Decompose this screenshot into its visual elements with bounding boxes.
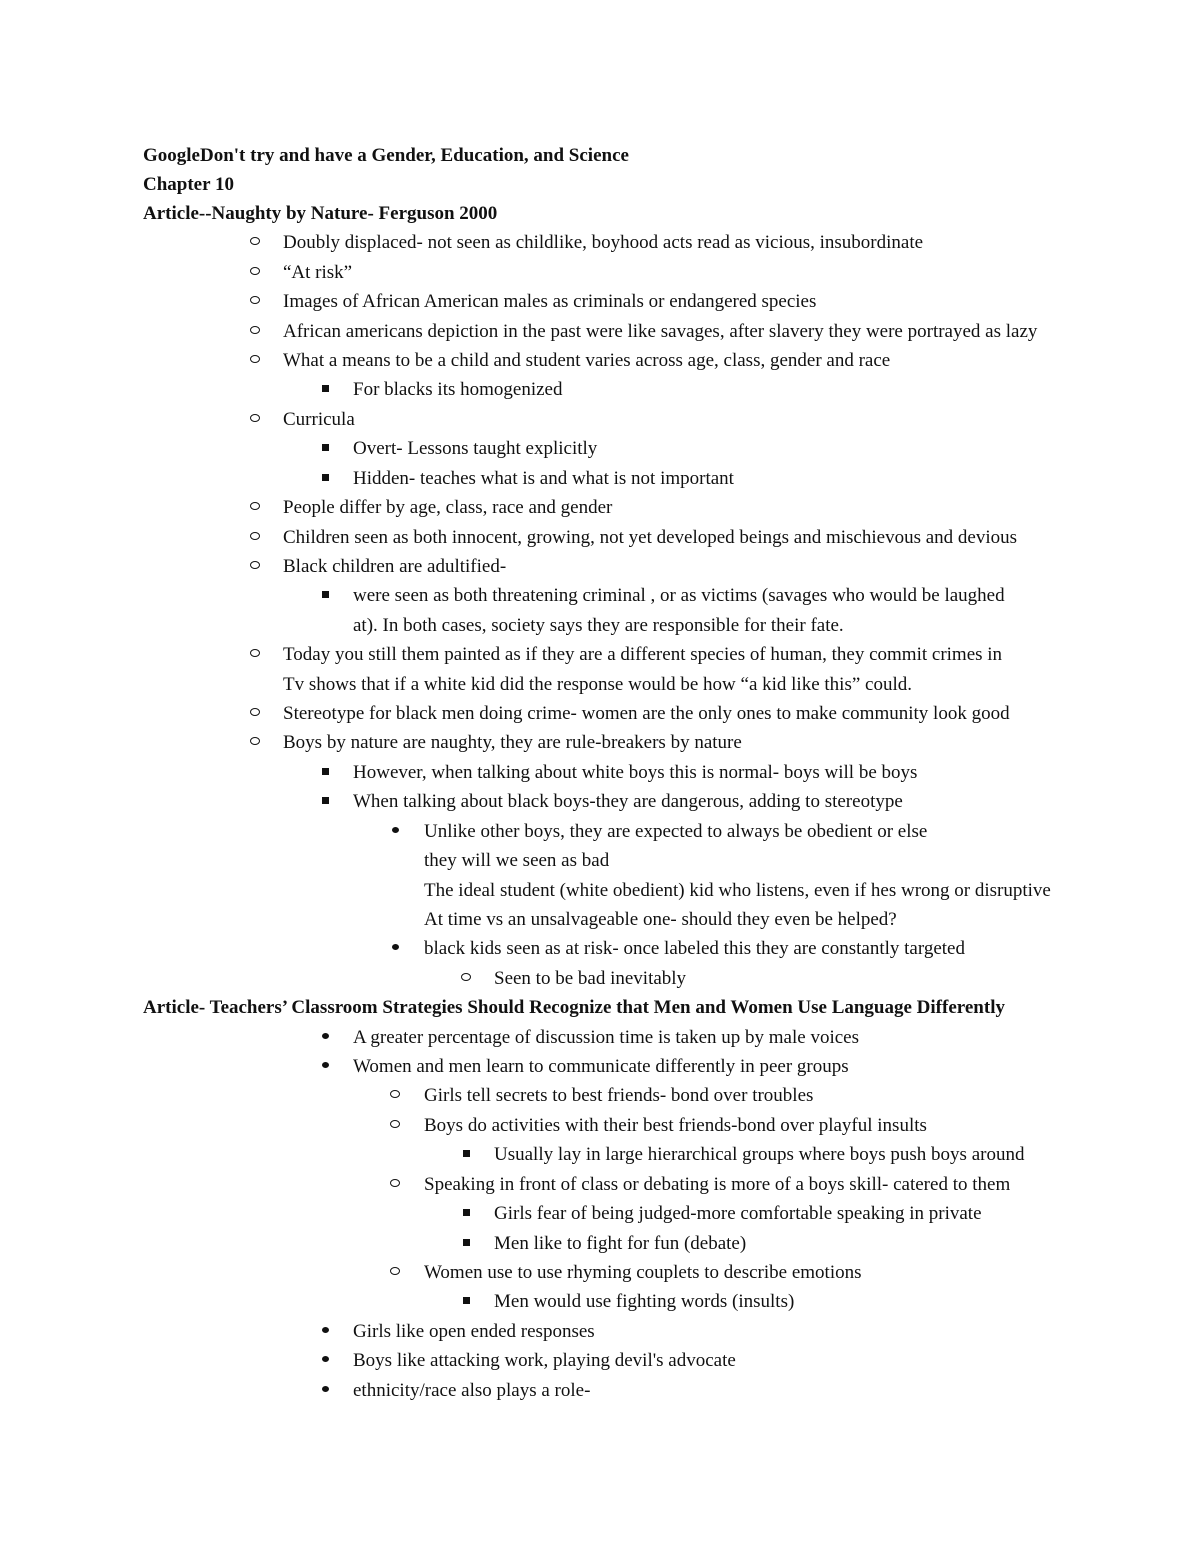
list-item: Girls like open ended responses — [353, 1321, 595, 1342]
circle-bullet-icon — [456, 967, 476, 991]
list-item: Boys by nature are naughty, they are rule-breakers by nature — [283, 732, 742, 753]
circle-bullet-icon — [245, 349, 265, 373]
circle-bullet-icon — [385, 1261, 405, 1285]
circle-bullet-icon — [245, 731, 265, 755]
circle-bullet-icon — [245, 290, 265, 314]
chapter-heading: Chapter 10 — [143, 174, 234, 195]
square-bullet-icon — [315, 584, 335, 608]
circle-bullet-icon — [245, 320, 265, 344]
circle-bullet-icon — [385, 1114, 405, 1138]
document-title: GoogleDon't try and have a Gender, Education, and Science — [143, 145, 629, 166]
square-bullet-icon — [315, 378, 335, 402]
disc-bullet-icon — [315, 1026, 335, 1050]
circle-bullet-icon — [245, 702, 265, 726]
list-item: Women and men learn to communicate differently in peer groups — [353, 1056, 849, 1077]
list-item: Boys like attacking work, playing devil's advocate — [353, 1350, 736, 1371]
circle-bullet-icon — [385, 1173, 405, 1197]
list-item: Children seen as both innocent, growing, not yet developed beings and mischievous and devious — [283, 527, 1017, 548]
list-item: Overt- Lessons taught explicitly — [353, 438, 598, 459]
circle-bullet-icon — [385, 1084, 405, 1108]
circle-bullet-icon — [245, 261, 265, 285]
square-bullet-icon — [456, 1143, 476, 1167]
square-bullet-icon — [315, 437, 335, 461]
list-item-continuation: they will we seen as bad — [424, 850, 610, 871]
list-item: Hidden- teaches what is and what is not important — [353, 468, 734, 489]
list-item: Speaking in front of class or debating is more of a boys skill- catered to them — [424, 1174, 1011, 1195]
square-bullet-icon — [315, 761, 335, 785]
list-item: What a means to be a child and student varies across age, class, gender and race — [283, 350, 891, 371]
article-heading: Article- Teachers’ Classroom Strategies Should Recognize that Men and Women Use Language Differently — [143, 997, 1005, 1018]
square-bullet-icon — [456, 1202, 476, 1226]
list-item: Men would use fighting words (insults) — [494, 1291, 795, 1312]
circle-bullet-icon — [245, 496, 265, 520]
circle-bullet-icon — [245, 643, 265, 667]
circle-bullet-icon — [245, 555, 265, 579]
square-bullet-icon — [315, 467, 335, 491]
disc-bullet-icon — [315, 1379, 335, 1403]
list-item: were seen as both threatening criminal , or as victims (savages who would be laughed — [353, 585, 1005, 606]
list-item: Girls fear of being judged-more comfortable speaking in private — [494, 1203, 982, 1224]
list-item: Stereotype for black men doing crime- women are the only ones to make community look good — [283, 703, 1010, 724]
list-item: When talking about black boys-they are dangerous, adding to stereotype — [353, 791, 903, 812]
list-item: Images of African American males as criminals or endangered species — [283, 291, 817, 312]
list-item-continuation: At time vs an unsalvageable one- should they even be helped? — [424, 909, 897, 930]
list-item: Usually lay in large hierarchical groups where boys push boys around — [494, 1144, 1025, 1165]
list-item: People differ by age, class, race and gender — [283, 497, 613, 518]
square-bullet-icon — [456, 1232, 476, 1256]
article-heading: Article--Naughty by Nature- Ferguson 2000 — [143, 203, 498, 224]
list-item: ethnicity/race also plays a role- — [353, 1380, 591, 1401]
list-item: Men like to fight for fun (debate) — [494, 1233, 747, 1254]
disc-bullet-icon — [315, 1055, 335, 1079]
list-item: “At risk” — [283, 262, 353, 283]
list-item: Women use to use rhyming couplets to describe emotions — [424, 1262, 862, 1283]
disc-bullet-icon — [315, 1349, 335, 1373]
list-item: Boys do activities with their best friends-bond over playful insults — [424, 1115, 927, 1136]
circle-bullet-icon — [245, 526, 265, 550]
square-bullet-icon — [315, 790, 335, 814]
list-item: Today you still them painted as if they are a different species of human, they commit crimes in — [283, 644, 1003, 665]
list-item: However, when talking about white boys this is normal- boys will be boys — [353, 762, 918, 783]
list-item-continuation: The ideal student (white obedient) kid who listens, even if hes wrong or disruptive — [424, 880, 1051, 901]
list-item: Black children are adultified- — [283, 556, 507, 577]
list-item-continuation: at). In both cases, society says they are responsible for their fate. — [353, 615, 844, 636]
square-bullet-icon — [456, 1290, 476, 1314]
disc-bullet-icon — [315, 1320, 335, 1344]
list-item: African americans depiction in the past were like savages, after slavery they were portrayed as lazy — [283, 321, 1038, 342]
list-item: Girls tell secrets to best friends- bond over troubles — [424, 1085, 814, 1106]
list-item-continuation: Tv shows that if a white kid did the response would be how “a kid like this” could. — [283, 674, 912, 695]
list-item: Seen to be bad inevitably — [494, 968, 687, 989]
list-item: For blacks its homogenized — [353, 379, 563, 400]
disc-bullet-icon — [385, 937, 405, 961]
list-item: black kids seen as at risk- once labeled this they are constantly targeted — [424, 938, 965, 959]
circle-bullet-icon — [245, 408, 265, 432]
disc-bullet-icon — [385, 820, 405, 844]
list-item: Unlike other boys, they are expected to always be obedient or else — [424, 821, 928, 842]
list-item: Curricula — [283, 409, 355, 430]
circle-bullet-icon — [245, 231, 265, 255]
list-item: A greater percentage of discussion time is taken up by male voices — [353, 1027, 859, 1048]
list-item: Doubly displaced- not seen as childlike, boyhood acts read as vicious, insubordinate — [283, 232, 924, 253]
